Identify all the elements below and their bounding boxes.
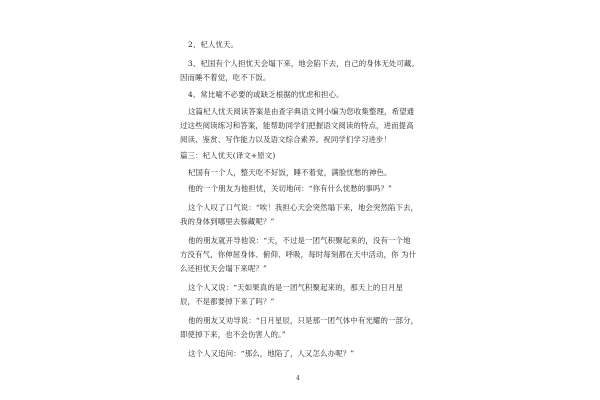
text-line-12: 我的身体到哪里去躲藏呢？” (180, 217, 275, 226)
text-line-16: 这个人又说：“天如果真的是一团气积聚起来的，那天上的日月星 (188, 283, 404, 292)
text-line-18: 他的朋友又劝导说：“日月星辰，只是那一团气体中有光耀的一部分， (188, 316, 419, 325)
text-line-14: 方没有气，你伸屈身体、俯仰、呼吸，每时每刻都在天中活动，你 为什 (180, 250, 417, 259)
text-line-17: 辰，不是都要掉下来了吗？” (180, 297, 275, 306)
text-line-4: 4、常比喻不必要的或缺乏根据的忧虑和担心。 (188, 90, 344, 99)
text-line-15: 么还担忧天会塌下来呢？” (180, 264, 267, 273)
text-line-9: 杞国有一个人，整天吃不好饭，睡不着觉，满脸忧愁的神色。 (188, 168, 392, 177)
text-line-11: 这个人叹了口气说：“唉！我担心天会突然塌下来，地会突然陷下去， (188, 203, 419, 212)
text-line-6: 过这些阅读练习和答案，能帮助同学们把握语文阅读的特点，进而提高 (180, 121, 414, 130)
text-line-10: 他的一个朋友为他担忧，关切地问：“你有什么忧愁的事吗？” (188, 184, 392, 193)
text-line-19: 即使掉下来，也不会伤害人的。” (180, 330, 286, 339)
section-heading: 篇三：杞人忧天(译文+原文) (180, 151, 276, 160)
text-line-1: 2、杞人忧天。 (188, 40, 239, 49)
text-line-3: 因而睡不着觉，吃不下饭。 (180, 73, 271, 82)
text-line-5: 这篇杞人忧天阅读答案是由查字典语文网小编为您收集整理，希望通 (188, 107, 415, 116)
page-number: 4 (296, 375, 300, 382)
text-line-20: 这个人又追问：“那么，地陷了，人又怎么办呢？” (188, 349, 355, 358)
text-line-2: 3、杞国有个人担忧天会塌下来，地会陷下去，自己的身体无处可藏。 (188, 59, 420, 68)
text-line-13: 他的朋友就开导他说：“天，不过是一团气积聚起来的，没有一个地 (188, 236, 411, 245)
text-line-7: 阅读、鉴赏、写作能力以及语文综合素养。祝同学们学习进步！ (180, 135, 392, 144)
